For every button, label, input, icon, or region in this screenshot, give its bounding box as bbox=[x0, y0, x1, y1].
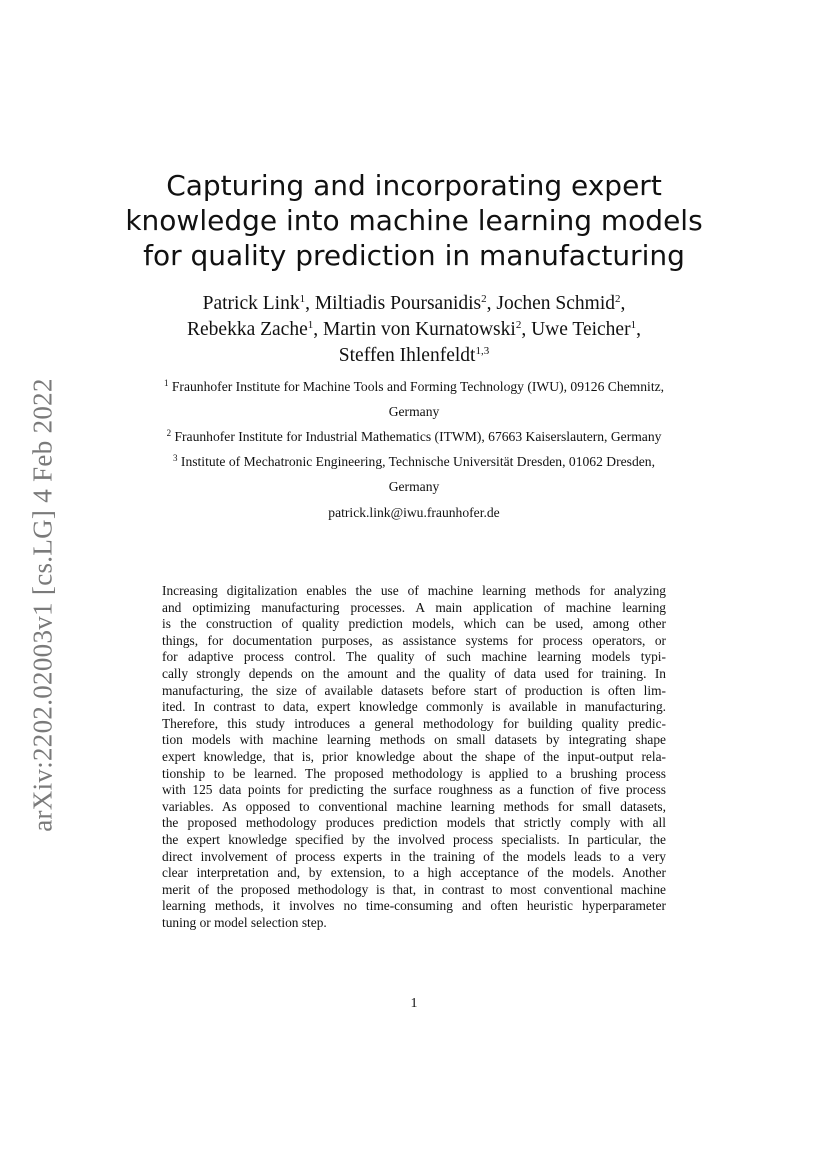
abstract-line: for adaptive process control. The quality of such machine learning models typi- bbox=[162, 649, 666, 665]
title-line: knowledge into machine learning models bbox=[125, 204, 703, 237]
abstract-line: Increasing digitalization enables the use of machine learning methods for analyzing bbox=[162, 583, 666, 598]
author-name: Uwe Teicher bbox=[531, 319, 631, 340]
arxiv-identifier-stamp: arXiv:2202.02003v1 [cs.LG] 4 Feb 2022 bbox=[27, 378, 58, 832]
author-affiliation-mark: 1 bbox=[299, 293, 306, 305]
author-affiliation-mark: 1,3 bbox=[475, 345, 490, 357]
author-separator: , bbox=[313, 319, 323, 340]
affiliation-line bbox=[120, 424, 708, 449]
abstract-line: and optimizing manufacturing processes. A main application of machine learning bbox=[162, 599, 666, 615]
affiliation-mark: 3 bbox=[173, 453, 178, 463]
author-separator: , bbox=[521, 319, 532, 340]
affiliation-text: Fraunhofer Institute for Industrial Mathematics (ITWM), 67663 Kaiserslautern, Germany bbox=[171, 429, 662, 444]
affiliation-mark: 1 bbox=[163, 378, 169, 388]
abstract-line: with 125 data points for predicting the surface roughness as a function of five process bbox=[162, 782, 666, 798]
author-line bbox=[100, 343, 728, 369]
author-name: Martin von Kurnatowski bbox=[323, 319, 516, 340]
affiliation-text: Fraunhofer Institute for Machine Tools and Forming Technology (IWU), 09126 Chemnitz, bbox=[168, 379, 665, 394]
affiliation-text: Germany bbox=[388, 404, 440, 419]
affiliation-line bbox=[120, 474, 708, 499]
abstract-line: the expert knowledge specified by the involved process specialists. In particular, the bbox=[162, 831, 666, 847]
author-name: Patrick Link bbox=[202, 293, 300, 314]
page-number: 1 bbox=[410, 996, 418, 1011]
author-line bbox=[100, 291, 728, 317]
abstract-line: expert knowledge, that is, prior knowledge about the shape of the input-output rela- bbox=[162, 748, 666, 764]
affiliation-text: Germany bbox=[388, 479, 440, 494]
abstract-line: Therefore, this study introduces a general methodology for building quality predic- bbox=[162, 715, 666, 731]
author-name: Rebekka Zache bbox=[187, 319, 308, 340]
contact-email[interactable]: patrick.link@iwu.fraunhofer.de bbox=[328, 505, 500, 520]
author-separator: , bbox=[620, 293, 626, 314]
abstract-line: clear interpretation and, by extension, to a high acceptance of the models. Another bbox=[162, 865, 666, 881]
affiliation-line bbox=[120, 399, 708, 424]
author-name: Miltiadis Poursanidis bbox=[314, 293, 482, 314]
affiliation-list bbox=[120, 374, 708, 525]
abstract-line: direct involvement of process experts in the training of the models leads to a very bbox=[162, 848, 666, 864]
author-affiliation-mark: 2 bbox=[481, 293, 487, 305]
abstract-line: the proposed methodology produces prediction models that strictly comply with all bbox=[162, 815, 666, 831]
abstract-line: learning methods, it involves no time-consuming and often heuristic hyperparameter bbox=[162, 898, 666, 914]
author-line bbox=[100, 317, 728, 343]
author-affiliation-mark: 1 bbox=[307, 319, 314, 331]
affiliation-text: Institute of Mechatronic Engineering, Technische Universität Dresden, 01062 Dresden, bbox=[177, 454, 655, 469]
abstract-line: tion models with machine learning methods on small datasets by integrating shape bbox=[162, 732, 666, 748]
title-line: Capturing and incorporating expert bbox=[166, 169, 662, 202]
abstract-line: manufacturing, the size of available datasets before start of production is often lim- bbox=[162, 682, 666, 698]
author-affiliation-mark: 2 bbox=[615, 293, 621, 305]
author-affiliation-mark: 1 bbox=[630, 319, 637, 331]
author-name: Steffen Ihlenfeldt bbox=[338, 345, 476, 366]
abstract-line: is the construction of quality prediction models, which can be used, among other bbox=[162, 616, 666, 632]
author-list bbox=[100, 291, 728, 369]
abstract-line: tuning or model selection step. bbox=[162, 914, 327, 930]
author-separator: , bbox=[486, 293, 497, 314]
abstract-line: ited. In contrast to data, expert knowledge commonly is available in manufacturing. bbox=[162, 699, 666, 715]
abstract-line: cally strongly depends on the amount and the quality of data used for training. In bbox=[162, 665, 666, 681]
abstract-line: tionship to be learned. The proposed methodology is applied to a brushing process bbox=[162, 765, 666, 781]
author-separator: , bbox=[305, 293, 315, 314]
affiliation-line bbox=[120, 449, 708, 474]
author-affiliation-mark: 2 bbox=[515, 319, 522, 331]
abstract-line: variables. As opposed to conventional machine learning methods for small datasets, bbox=[162, 798, 666, 814]
paper-title bbox=[100, 168, 728, 273]
author-separator: , bbox=[636, 319, 641, 340]
author-name: Jochen Schmid bbox=[496, 293, 615, 314]
title-line: for quality prediction in manufacturing bbox=[143, 239, 685, 272]
affiliation-line bbox=[120, 374, 708, 399]
affiliation-mark: 2 bbox=[166, 428, 172, 438]
abstract-line: merit of the proposed methodology is that, in contrast to most conventional machine bbox=[162, 881, 666, 897]
abstract-line: things, for documentation purposes, as assistance systems for process operators, or bbox=[162, 632, 666, 648]
abstract bbox=[162, 583, 666, 931]
